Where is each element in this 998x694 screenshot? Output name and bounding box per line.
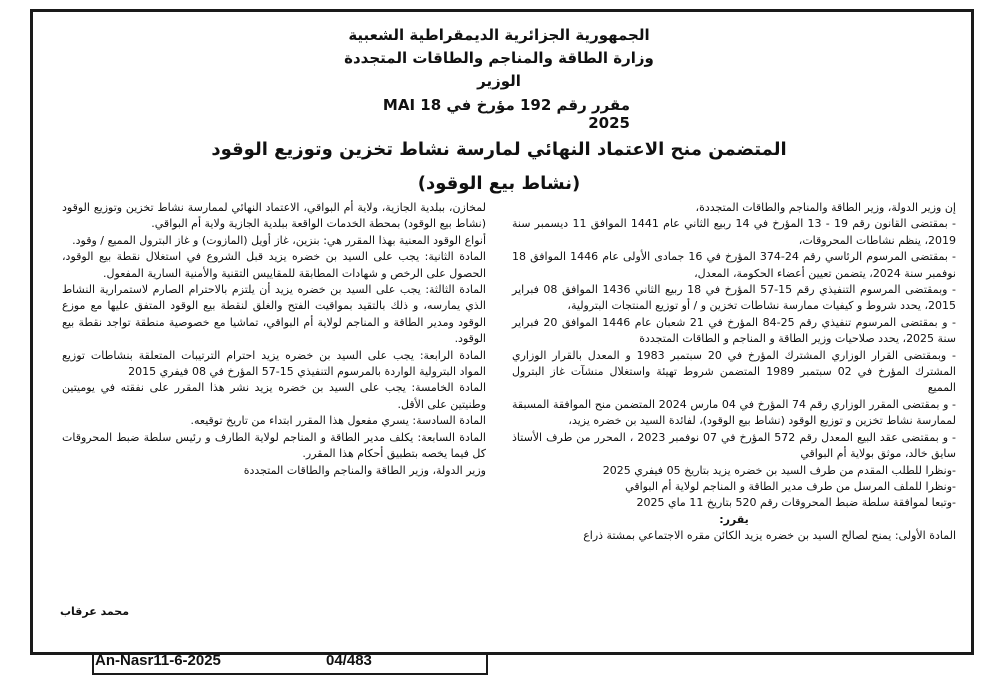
paragraph: - و بمقتضى المرسوم تنفيذي رقم 25-84 المؤرخ في 21 شعبان عام 1446 الموافق 20 فبراير سنة 2025، يحدد صلاحيات وزير الطاقة و المناجم و الطاقات المتجددة [512, 315, 957, 346]
paragraph: - و بمقتضى المقرر الوزاري رقم 74 المؤرخ في 04 مارس 2024 المتضمن منح الموافقة المسبقة لممارسة نشاط تخزين و توزيع الوقود (نشاط بيع الوقود)، لفائدة السيد بن خضره يزيد، [512, 397, 956, 428]
paragraph: إن وزير الدولة، وزير الطاقة والمناجم والطاقات المتجددة، [695, 201, 956, 214]
paragraph: - و بمقتضى عقد البيع المعدل رقم 572 المؤرخ في 07 نوفمبر 2023 ، المحرر من طرف الأستاذ سايق خالد، موثق بولاية أم البواقي [512, 430, 957, 461]
paragraph: المادة الأولى: يمنح لصالح السيد بن خضره يزيد الكائن مقره الاجتماعي بمشتة ذراع [583, 529, 956, 543]
paragraph: -ونظرا للطلب المقدم من طرف السيد بن خضره يزيد بتاريخ 05 فيفري 2025 [602, 463, 956, 477]
paragraph: - بمقتضى القانون رقم 19 - 13 المؤرخ في 14 ربيع الثاني عام 1441 الموافق 11 ديسمبر سنة 2019، ينظم نشاطات المحروقات، [512, 217, 956, 247]
paragraph: - وبمقتضى القرار الوزاري المشترك المؤرخ في 20 سبتمبر 1983 و المعدل بالقرار الوزاري المشترك المؤرخ في 02 سبتمبر 1989 المتضمن شروط تهيئة واستغلال منشآت غاز البترول المميع [512, 348, 956, 395]
right-column [512, 200, 956, 545]
paragraph: المادة الثانية: يجب على السيد بن خضره يزيد قبل الشروع في استغلال نقطة بيع الوقود، الحصول على الرخص و شهادات المطابقة للمقاييس التقنية والأمنية السارية المفعول. [62, 250, 486, 280]
signer-name: محمد عرقاب [60, 605, 130, 618]
title-line-2: (نشاط بيع الوقود) [417, 173, 581, 194]
minister-label: الوزير [477, 72, 521, 90]
paragraph: - وبمقتضى المرسوم التنفيذي رقم 15-57 المؤرخ في 18 ربيع الثاني 1436 الموافق 08 فبراير 2015، يحدد شروط و كيفيات ممارسة نشاطات تخزين و / أو توزيع المنتجات البترولية، [512, 283, 957, 313]
footer-reference: 04/483 [326, 652, 372, 669]
document-title [0, 133, 998, 201]
paragraph: المادة السابعة: يكلف مدير الطاقة و المناجم لولاية الطارف و رئيس سلطة ضبط المحروقات كل فيما يخصه بتطبيق أحكام هذا المقرر. [62, 430, 486, 461]
paragraph: المادة الخامسة: يجب على السيد بن خضره يزيد نشر هذا المقرر على نفقته في يوميتين وطنيتين على الأقل. [62, 381, 486, 411]
paragraph: لمخازن، ببلدية الجازية، ولاية أم البواقي، الاعتماد النهائي لممارسة نشاط تخزين وتوزيع الوقود (نشاط بيع الوقود) بمحطة الخدمات الواقعة ببلدية الجازية ولاية أم البواقي. [62, 201, 486, 231]
paragraph: - بمقتضى المرسوم الرئاسي رقم 24-374 المؤرخ في 16 جمادى الأولى عام 1446 الموافق 18 نوفمبر سنة 2024، يتضمن تعيين أعضاء الحكومة، المعدل، [512, 250, 956, 280]
document-header [0, 24, 998, 93]
paragraph: -وتبعا لموافقة سلطة ضبط المحروقات رقم 520 بتاريخ 11 ماي 2025 [636, 496, 956, 510]
paragraph: -ونظرا للملف المرسل من طرف مدير الطاقة و المناجم لولاية أم البواقي [625, 479, 956, 493]
title-line-1: المتضمن منح الاعتماد النهائي لمارسة نشاط تخزين وتوزيع الوقود [211, 139, 787, 160]
ministry-name: وزارة الطاقة والمناجم والطاقات المتجددة [344, 49, 654, 67]
decree-number: مقرر رقم 192 مؤرخ في 18 MAI 2025 [382, 96, 630, 132]
paragraph: وزير الدولة، وزير الطاقة والمناجم والطاقات المتجددة [243, 463, 486, 477]
footer-source: An-Nasr11-6-2025 [95, 652, 221, 669]
paragraph: أنواع الوقود المعنية بهذا المقرر هي: بنزين، غاز أويل (المازوت) و غاز البترول المميع / وقود. [72, 233, 486, 247]
decides-heading: يقرر: [719, 512, 749, 526]
paragraph: المادة الثالثة: يجب على السيد بن خضره يزيد أن يلتزم بالاحترام الصارم لاستمرارية النشاط الذي يمارسه، و ذلك بالتقيد بمواقيت الفتح والغلق لنقطة بيع الوقود المتفق عليها مع موزع الوقود ومدير الطاقة و المناجم لولاية أم البواقي، تماشيا مع خصوصية منطقة تواجد نقطة بيع الوقود. [62, 283, 486, 346]
paragraph: المادة السادسة: يسري مفعول هذا المقرر ابتداء من تاريخ توقيعه. [190, 414, 486, 428]
left-column [62, 200, 486, 479]
paragraph: المادة الرابعة: يجب على السيد بن خضره يزيد احترام الترتيبات المتعلقة بنشاطات توزيع المواد البترولية الواردة بالمرسوم التنفيذي 15-57 المؤرخ في 08 فيفري 2015 [62, 348, 486, 379]
republic-name: الجمهورية الجزائرية الديمقراطية الشعبية [348, 26, 650, 44]
